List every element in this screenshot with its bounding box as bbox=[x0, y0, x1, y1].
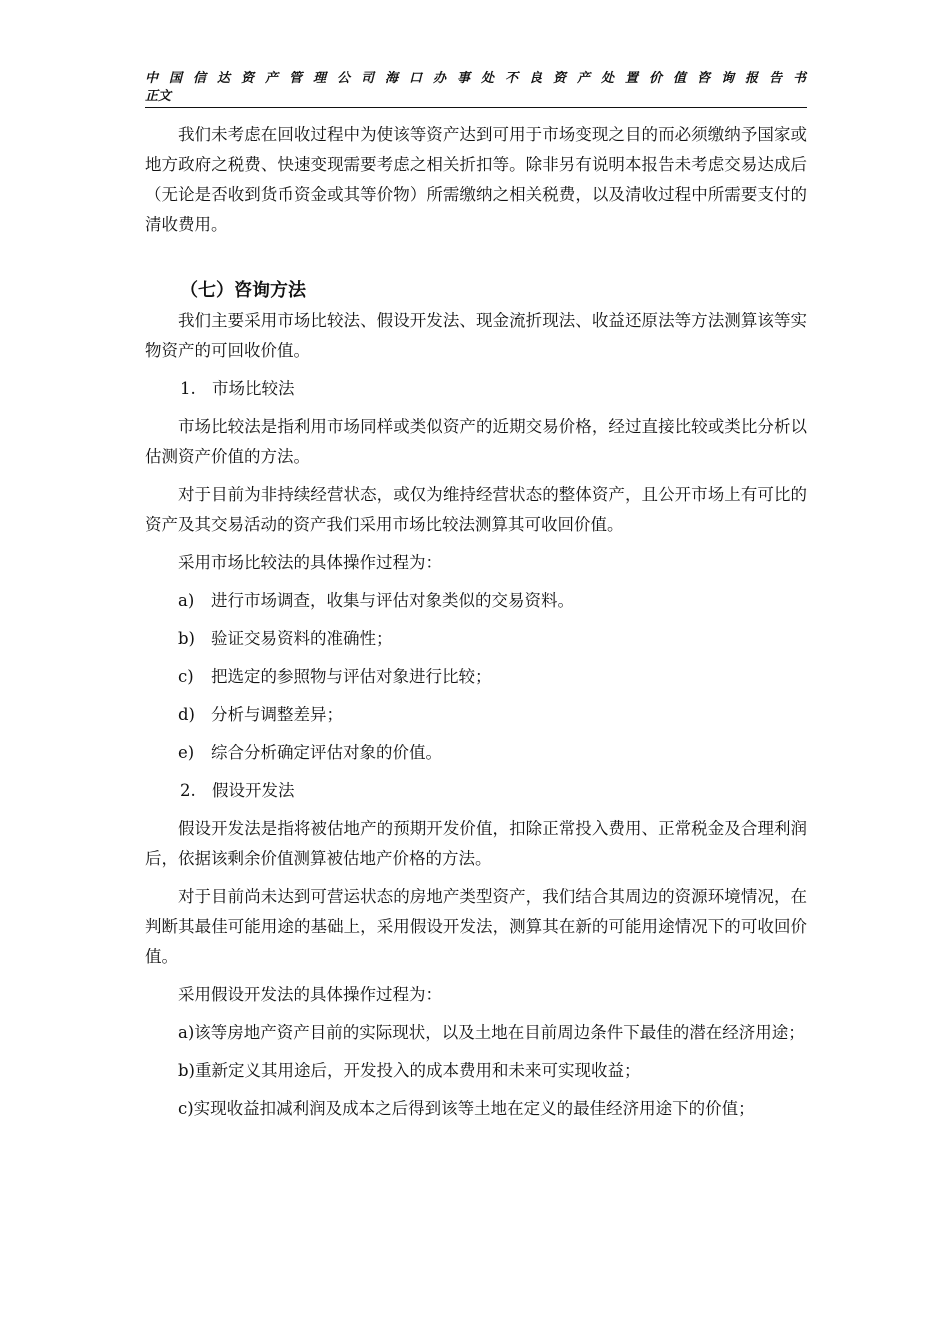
list-marker: e) bbox=[178, 743, 195, 762]
header-divider bbox=[145, 107, 807, 108]
list-marker: a) bbox=[178, 591, 195, 610]
list-item bbox=[145, 624, 807, 654]
page-header bbox=[145, 70, 807, 106]
list-marker: b) bbox=[178, 629, 195, 648]
method2-step: a)该等房地产资产目前的实际现状，以及土地在目前周边条件下最佳的潜在经济用途； bbox=[178, 1023, 805, 1042]
method2-heading bbox=[145, 776, 807, 806]
method1-heading bbox=[145, 374, 807, 404]
list-text: 把选定的参照物与评估对象进行比较； bbox=[211, 667, 492, 686]
section-heading: （七）咨询方法 bbox=[180, 280, 306, 301]
list-text: 进行市场调查，收集与评估对象类似的交易资料。 bbox=[211, 591, 574, 610]
list-item bbox=[145, 738, 807, 768]
document-body bbox=[145, 120, 807, 1124]
list-marker: c) bbox=[178, 667, 194, 686]
method2-steps-intro: 采用假设开发法的具体操作过程为： bbox=[178, 985, 442, 1004]
list-text: 综合分析确定评估对象的价值。 bbox=[211, 743, 442, 762]
list-item bbox=[145, 662, 807, 692]
method1-steps-intro: 采用市场比较法的具体操作过程为： bbox=[178, 553, 442, 572]
method1-number: 1. bbox=[180, 379, 196, 398]
list-text: 分析与调整差异； bbox=[211, 705, 343, 724]
method2-step: c)实现收益扣减利润及成本之后得到该等土地在定义的最佳经济用途下的价值； bbox=[178, 1099, 755, 1118]
method1-applicability: 对于目前为非持续经营状态，或仅为维持经营状态的整体资产，且公开市场上有可比的资产及其交易活动的资产我们采用市场比较法测算其可收回价值。 bbox=[145, 485, 807, 534]
method1-definition: 市场比较法是指利用市场同样或类似资产的近期交易价格，经过直接比较或类比分析以估测资产价值的方法。 bbox=[145, 417, 807, 466]
method2-applicability: 对于目前尚未达到可营运状态的房地产类型资产，我们结合其周边的资源环境情况，在判断其最佳可能用途的基础上，采用假设开发法，测算其在新的可能用途情况下的可收回价值。 bbox=[145, 887, 807, 966]
method2-number: 2. bbox=[180, 781, 196, 800]
list-item bbox=[145, 700, 807, 730]
list-marker: d) bbox=[178, 705, 195, 724]
method2-step: b)重新定义其用途后，开发投入的成本费用和未来可实现收益； bbox=[178, 1061, 641, 1080]
list-text: 验证交易资料的准确性； bbox=[211, 629, 393, 648]
report-title: 中国信达资产管理公司海口办事处不良资产处置价值咨询报告书 bbox=[145, 71, 807, 86]
method2-title: 假设开发法 bbox=[212, 781, 295, 800]
section-intro: 我们主要采用市场比较法、假设开发法、现金流折现法、收益还原法等方法测算该等实物资产的可回收价值。 bbox=[145, 311, 807, 360]
report-subtitle: 正文 bbox=[145, 89, 172, 104]
intro-paragraph: 我们未考虑在回收过程中为使该等资产达到可用于市场变现之目的而必须缴纳予国家或地方政府之税费、快速变现需要考虑之相关折扣等。除非另有说明本报告未考虑交易达成后（无论是否收到货币资金或其等价物）所需缴纳之相关税费，以及清收过程中所需要支付的清收费用。 bbox=[145, 125, 807, 234]
method1-title: 市场比较法 bbox=[212, 379, 295, 398]
method2-definition: 假设开发法是指将被估地产的预期开发价值，扣除正常投入费用、正常税金及合理利润后，依据该剩余价值测算被估地产价格的方法。 bbox=[145, 819, 807, 868]
list-item bbox=[145, 586, 807, 616]
